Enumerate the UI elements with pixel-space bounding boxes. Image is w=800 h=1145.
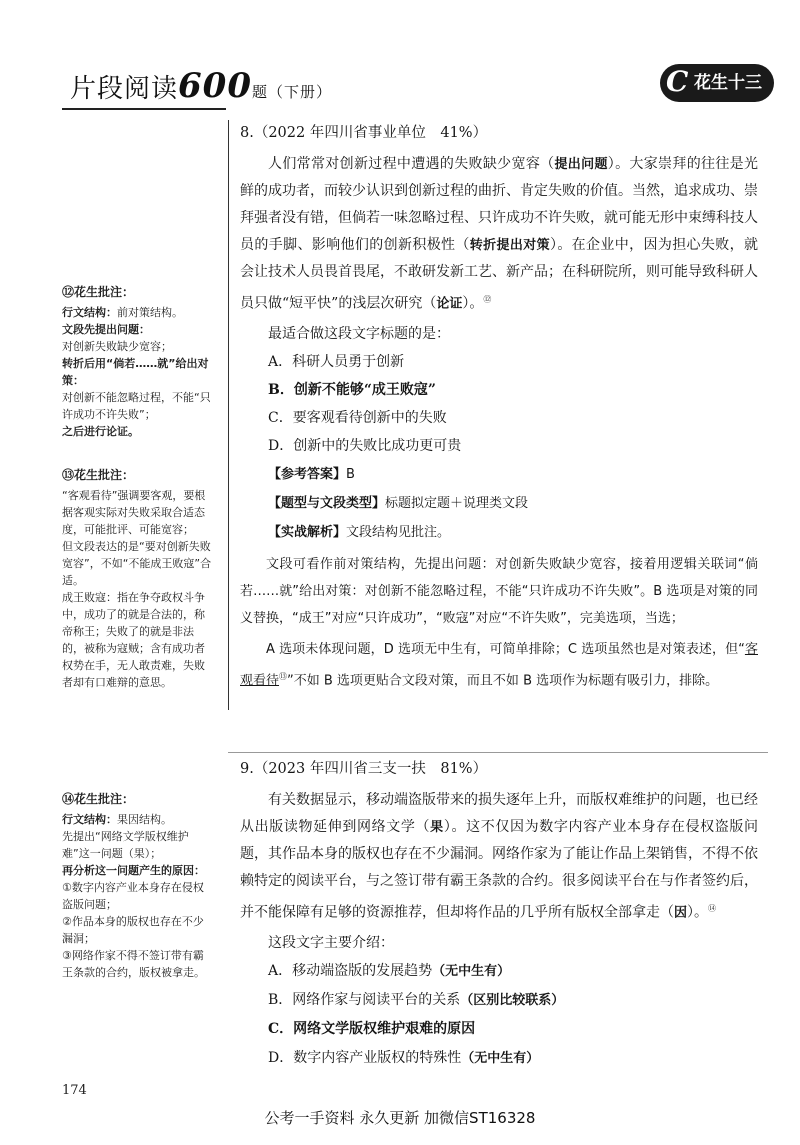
option-text: A．移动端盗版的发展趋势 [268, 962, 433, 979]
note-title: ⑫花生批注： [62, 285, 135, 299]
passage-text: 人们常常对创新过程中遭遇的失败缺少宽容（ [268, 156, 555, 172]
passage-keyword: 转折提出对策 [469, 238, 550, 253]
brand-name: 花生十三 [694, 73, 762, 93]
answer-line [240, 460, 758, 489]
option-a [240, 957, 758, 986]
book-title-number: 600 [178, 66, 252, 106]
answer-tag: 【参考答案】 [268, 466, 347, 482]
analysis-text: A 选项未体现问题，D 选项无中生有，可简单排除；C 选项虽然也是对策表述，但“ [266, 641, 745, 657]
book-title-text: 片段阅读 [70, 74, 179, 104]
analysis-paragraph: 文段可看作前对策结构，先提出问题：对创新失败缺少宽容，接着用逻辑关联词“倘若……就”给出对策：对创新不能忽略过程，不能“只许成功不许失败”。B 选项是对策的同义替换，“成王”对应“只许成功”，“败寇”对应“不许失败”，完美选项，当选； [240, 556, 758, 626]
passage-text: 有关数据显示，移动端盗版带来的损失逐年上升，而版权难维护的问题，也已经从出版读物延伸到网络文学（ [240, 792, 758, 835]
passage-keyword: 论证 [436, 296, 463, 312]
option-d [240, 1044, 758, 1073]
option-text: B．网络作家与阅读平台的关系 [268, 991, 461, 1008]
question-heading: 9.（2023 年四川省三支一扶 81%） [240, 761, 488, 777]
question-prompt: 这段文字主要介绍： [268, 934, 394, 951]
option-a: A．科研人员勇于创新 [268, 353, 405, 370]
note-line: 转折后用“倘若……就”给出对策： [62, 357, 209, 387]
note-line: 再分析这一问题产生的原因： [62, 864, 205, 877]
margin-divider [228, 120, 229, 710]
passage-keyword: 果 [430, 820, 444, 835]
note-line: 但文段表达的是“要对创新失败宽容”，不如“不能成王败寇”合适。 [62, 540, 212, 587]
question-prompt: 最适合做这段文字标题的是： [268, 325, 450, 342]
analysis-text: ”不如 B 选项更贴合文段对策，而且不如 B 选项作为标题有吸引力，排除。 [287, 672, 719, 688]
page-footer: 公考一手资料 永久更新 加微信ST16328 [264, 1109, 536, 1127]
note-ref: ⑭ [708, 904, 717, 913]
note-ref: ⑬ [279, 671, 288, 681]
option-note: （无中生有） [432, 963, 511, 979]
passage-text: ）。 [687, 904, 709, 921]
question-passage [240, 787, 758, 927]
question-separator [228, 752, 768, 753]
option-b: B．创新不能够“成王败寇” [268, 381, 436, 398]
option-note: （区别比较联系） [460, 992, 565, 1008]
brand-badge [660, 64, 774, 102]
note-line: 文段先提出问题： [62, 323, 150, 336]
note-ref: ⑫ [483, 295, 492, 304]
type-value: 标题拟定题＋说理类文段 [385, 495, 529, 511]
passage-keyword: 因 [674, 905, 688, 921]
option-c [240, 1015, 758, 1044]
note-title: ⑬花生批注： [62, 468, 135, 482]
option-note: （无中生有） [461, 1050, 540, 1066]
option-b [240, 986, 758, 1015]
type-tag: 【题型与文段类型】 [268, 495, 386, 511]
note-line: “客观看待”强调要客观，要根据客观实际对失败采取合适态度，可能批评、可能宽容； [62, 489, 206, 536]
header-rule [62, 108, 226, 110]
book-title [70, 66, 332, 106]
margin-note-12 [62, 284, 212, 440]
book-title-unit: 题 [252, 83, 269, 101]
page-header [44, 60, 774, 120]
passage-text: ）。这不仅因为数字内容产业本身存在侵权盗版问题，其作品本身的版权也存在不少漏洞。网络作家为了能让作品上架销售，不得不依赖特定的阅读平台，与之签订带有霸王条款的合约。很多阅读平台在与作者签约后，并不能保障有足够的资源推荐，但却将作品的几乎所有版权全部拿走（ [240, 819, 759, 921]
question-passage [240, 151, 758, 318]
question-heading: 8.（2022 年四川省事业单位 41%） [240, 125, 488, 141]
option-c: C．要客观看待创新中的失败 [268, 409, 447, 426]
note-line: 成王败寇：指在争夺政权斗争中，成功了的就是合法的，称帝称王；失败了的就是非法的，被称为寇贼；含有成功者权势在手，无人敢责难，失败者却有口难辩的意思。 [62, 591, 205, 689]
passage-text: ）。大家崇拜的往往是光鲜的成功者，而较少认识到创新过程的曲折、肯定失败的价值。当然，追求成功、崇拜强者没有错，但倘若一味忽略过程、只许成功不许失败，就可能无形中束缚科技人员的手脚、影响他们的创新积极性（ [240, 156, 758, 253]
question-8 [240, 120, 758, 694]
type-line [240, 489, 758, 518]
book-volume: （下册） [268, 83, 333, 101]
option-text: C．网络文学版权维护艰难的原因 [268, 1020, 476, 1037]
brand-logo-icon: C [666, 65, 689, 98]
margin-note-14 [62, 791, 212, 981]
note-line: ③网络作家不得不签订带有霸王条款的合约，版权被拿走。 [62, 949, 205, 979]
note-line: ①数字内容产业本身存在侵权盗版问题； [62, 881, 204, 911]
margin-note-13 [62, 467, 212, 691]
note-line-bold: 行文结构： [62, 813, 117, 826]
page-number: 174 [62, 1083, 87, 1098]
passage-keyword: 提出问题 [554, 157, 608, 172]
note-line: 行文结构：前对策结构。 [62, 306, 183, 319]
note-line: 行文结构：果因结构。 [62, 813, 172, 826]
analysis-paragraph [240, 636, 758, 694]
option-text: D．数字内容产业版权的特殊性 [268, 1049, 462, 1066]
note-line: 对创新失败缺少宽容； [62, 340, 172, 353]
note-title: ⑭花生批注： [62, 792, 135, 806]
note-line: 先提出“网络文学版权维护难”这一问题（果）； [62, 830, 189, 860]
passage-text: ）。 [462, 295, 484, 312]
solve-line [240, 518, 758, 547]
question-9 [240, 756, 758, 1073]
option-d: D．创新中的失败比成功更可贵 [268, 437, 462, 454]
note-line: ②作品本身的版权也存在不少漏洞； [62, 915, 204, 945]
answer-value: B [346, 466, 355, 482]
note-line-bold: 行文结构： [62, 306, 117, 319]
passage-text: ）。在企业中，因为担心失败，就会让技术人员畏首畏尾，不敢研发新工艺、新产品；在科研院所，则可能导致科研人员只做“短平快”的浅层次研究（ [240, 237, 759, 312]
note-line: 之后进行论证。 [62, 425, 139, 438]
note-line: 对创新不能忽略过程，不能“只许成功不许失败”； [62, 391, 211, 421]
solve-tag: 【实战解析】 [268, 524, 347, 540]
analysis-underline: 客观看待 [240, 641, 758, 688]
solve-value: 文段结构见批注。 [346, 524, 451, 540]
